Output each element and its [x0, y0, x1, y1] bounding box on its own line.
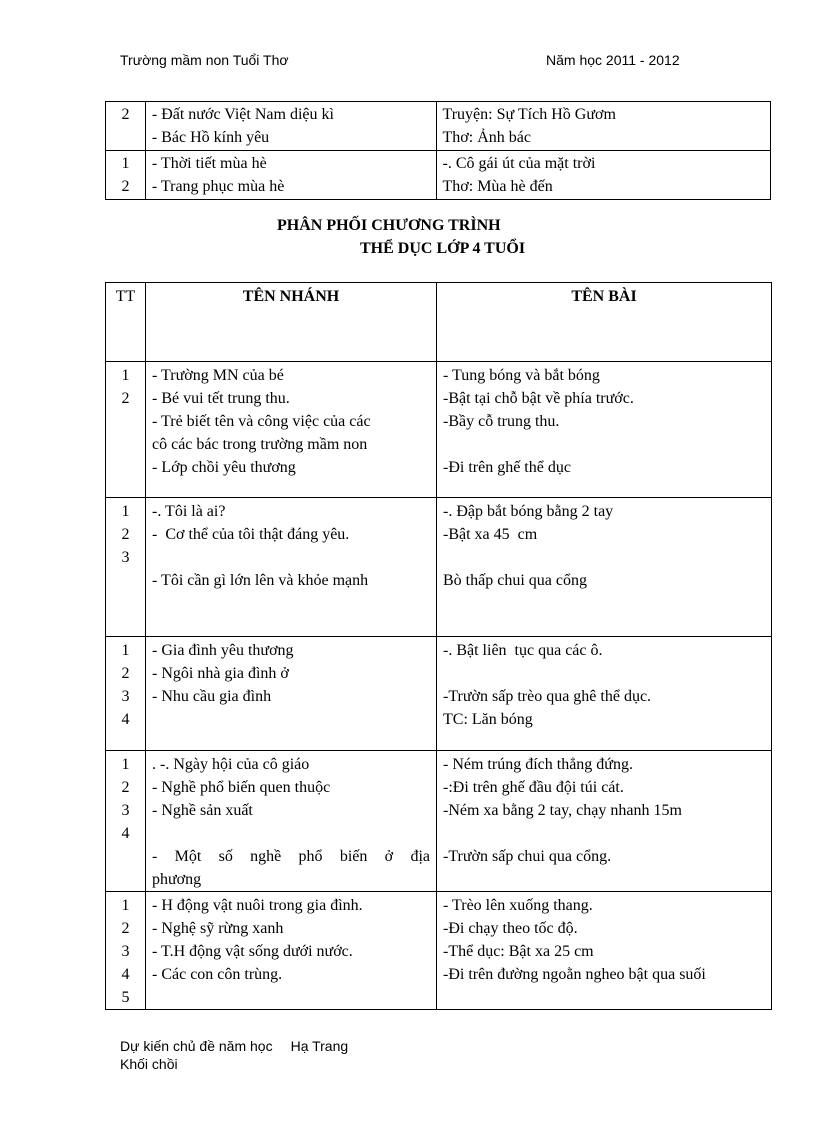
table-row	[106, 151, 771, 200]
branch-text: -. Tôi là ai?	[152, 503, 226, 520]
lesson-text: Truyện: Sự Tích Hồ Gươm	[442, 106, 616, 123]
branch-cell	[146, 751, 437, 892]
lesson-text: -Trườn sấp trèo qua ghê thể dục.	[443, 688, 652, 705]
tt-number: 5	[121, 989, 130, 1006]
tt-cell	[106, 892, 146, 1010]
branch-text: cô các bác trong trường mầm non	[152, 436, 368, 453]
tt-number: 2	[121, 665, 130, 682]
lesson-text: -Bầy cỗ trung thu.	[443, 413, 560, 430]
branch-text: - Bác Hồ kính yêu	[151, 129, 270, 146]
branch-text: - Gia đình yêu thương	[152, 642, 294, 659]
tt-number: 4	[121, 966, 130, 983]
lesson-text: - Tung bóng và bắt bóng	[443, 367, 600, 384]
tt-number: 2	[121, 390, 130, 407]
lesson-text: Bò thấp chui qua cổng	[443, 572, 587, 589]
lesson-text	[443, 822, 765, 845]
tt-number: 2	[121, 526, 130, 543]
lesson-cell	[436, 151, 770, 200]
lesson-text: -. Cô gái út của mặt trời	[442, 155, 596, 172]
lesson-text: Thơ: Ảnh bác	[442, 129, 531, 146]
lesson-text: -. Đập bắt bóng bằng 2 tay	[443, 503, 614, 520]
table-row	[106, 751, 772, 892]
lesson-cell	[437, 892, 772, 1010]
lesson-text: -Đi trên ghế thể dục	[443, 459, 571, 476]
lesson-text: -Đi trên đường ngoằn ngheo bật qua suối	[443, 966, 706, 983]
branch-text: - Cơ thể của tôi thật đáng yêu.	[152, 526, 350, 543]
lesson-text: -Bật tại chỗ bật về phía trước.	[443, 390, 634, 407]
branch-cell	[146, 498, 437, 637]
branch-cell	[145, 151, 436, 200]
branch-text: . -. Ngày hội của cô giáo	[152, 756, 310, 773]
branch-text: - Trang phục mùa hè	[151, 178, 285, 195]
lesson-cell	[436, 102, 770, 151]
branch-text: - Lớp chồi yêu thương	[152, 459, 296, 476]
school-name: Trường mầm non Tuổi Thơ	[120, 52, 289, 68]
tt-number: 2	[121, 779, 130, 796]
tt-number: 4	[121, 825, 130, 842]
branch-text: - Các con côn trùng.	[152, 966, 283, 983]
pe-program-table	[105, 282, 772, 1010]
tt-number: 3	[121, 943, 130, 960]
tt-number: 4	[121, 711, 130, 728]
tt-cell	[106, 362, 146, 498]
lesson-text: -:Đi trên ghế đầu đội túi cát.	[443, 779, 624, 796]
branch-text: - Nghề phổ biến quen thuộc	[152, 779, 331, 796]
tt-number: 1	[121, 503, 130, 520]
branch-text: - H động vật nuôi trong gia đình.	[152, 897, 363, 914]
lesson-text: -Ném xa bằng 2 tay, chạy nhanh 15m	[443, 802, 682, 819]
lesson-text	[443, 662, 765, 685]
branch-text: - Nghệ sỹ rừng xanh	[152, 920, 284, 937]
tt-cell	[106, 751, 146, 892]
lesson-text	[443, 433, 765, 456]
lesson-cell	[437, 637, 772, 751]
lesson-text	[443, 546, 765, 569]
footer-plan-label: Dự kiến chủ đề năm học	[120, 1038, 273, 1054]
tt-number: 1	[121, 642, 130, 659]
lesson-text: - Trèo lên xuống thang.	[443, 897, 593, 914]
branch-text: - Nhu cầu gia đình	[152, 688, 272, 705]
tt-number: 1	[121, 367, 130, 384]
header-branch: TÊN NHÁNH	[146, 283, 437, 362]
lesson-text: TC: Lăn bóng	[443, 711, 533, 728]
branch-text	[152, 546, 430, 569]
footer-author: Hạ Trang	[290, 1038, 349, 1054]
lesson-text: - Ném trúng đích thẳng đứng.	[443, 756, 633, 773]
lesson-text: Thơ: Mùa hè đến	[442, 178, 553, 195]
top-table	[105, 101, 771, 200]
branch-text: - Bé vui tết trung thu.	[152, 390, 290, 407]
header-lesson: TÊN BÀI	[437, 283, 772, 362]
lesson-cell	[437, 498, 772, 637]
lesson-text: -Đi chạy theo tốc độ.	[443, 920, 578, 937]
tt-number: 1	[121, 897, 130, 914]
branch-text: - Trẻ biết tên và công việc của các	[152, 413, 371, 430]
footer-grade: Khối chồi	[120, 1056, 178, 1072]
header-tt: TT	[106, 283, 146, 362]
lesson-text: -. Bật liên tục qua các ô.	[443, 642, 603, 659]
branch-text: phương	[152, 871, 202, 888]
branch-text: - T.H động vật sống dưới nước.	[152, 943, 353, 960]
branch-cell	[146, 362, 437, 498]
branch-cell	[145, 102, 436, 151]
table-header-row	[106, 283, 772, 362]
table-row	[106, 637, 772, 751]
branch-text: - Một số nghề phổ biến ở địa	[152, 848, 430, 865]
tt-number: 3	[121, 549, 130, 566]
tt-number: 3	[121, 688, 130, 705]
tt-number: 1	[121, 756, 130, 773]
tt-cell	[106, 151, 146, 200]
lesson-text: -Bật xa 45 cm	[443, 526, 538, 543]
branch-text: - Trường MN của bé	[152, 367, 284, 384]
tt-cell	[106, 637, 146, 751]
branch-cell	[146, 892, 437, 1010]
table-row	[106, 892, 772, 1010]
branch-text: - Ngôi nhà gia đình ở	[152, 665, 289, 682]
program-title: PHÂN PHỐI CHƯƠNG TRÌNH	[277, 217, 501, 234]
tt-number: 1	[121, 155, 130, 172]
branch-text: - Đất nước Việt Nam diệu kì	[151, 106, 334, 123]
footer-line-1	[120, 1038, 348, 1054]
tt-cell	[106, 102, 146, 151]
program-subtitle: THỂ DỤC LỚP 4 TUỔI	[360, 240, 526, 257]
tt-number: 2	[121, 178, 130, 195]
branch-text: - Tôi cần gì lớn lên và khỏe mạnh	[152, 572, 369, 589]
table-row	[106, 498, 772, 637]
branch-cell	[146, 637, 437, 751]
tt-number: 2	[121, 920, 130, 937]
branch-text: - Nghề sản xuất	[152, 802, 253, 819]
lesson-cell	[437, 362, 772, 498]
tt-number: 2	[121, 106, 130, 123]
branch-text	[152, 822, 430, 845]
tt-cell	[106, 498, 146, 637]
table-row	[106, 362, 772, 498]
tt-number: 3	[121, 802, 130, 819]
lesson-text: -Trườn sấp chui qua cổng.	[443, 848, 612, 865]
school-year: Năm học 2011 - 2012	[546, 52, 680, 68]
branch-text: - Thời tiết mùa hè	[151, 155, 267, 172]
lesson-cell	[437, 751, 772, 892]
lesson-text: -Thể dục: Bật xa 25 cm	[443, 943, 594, 960]
table-row	[106, 102, 771, 151]
